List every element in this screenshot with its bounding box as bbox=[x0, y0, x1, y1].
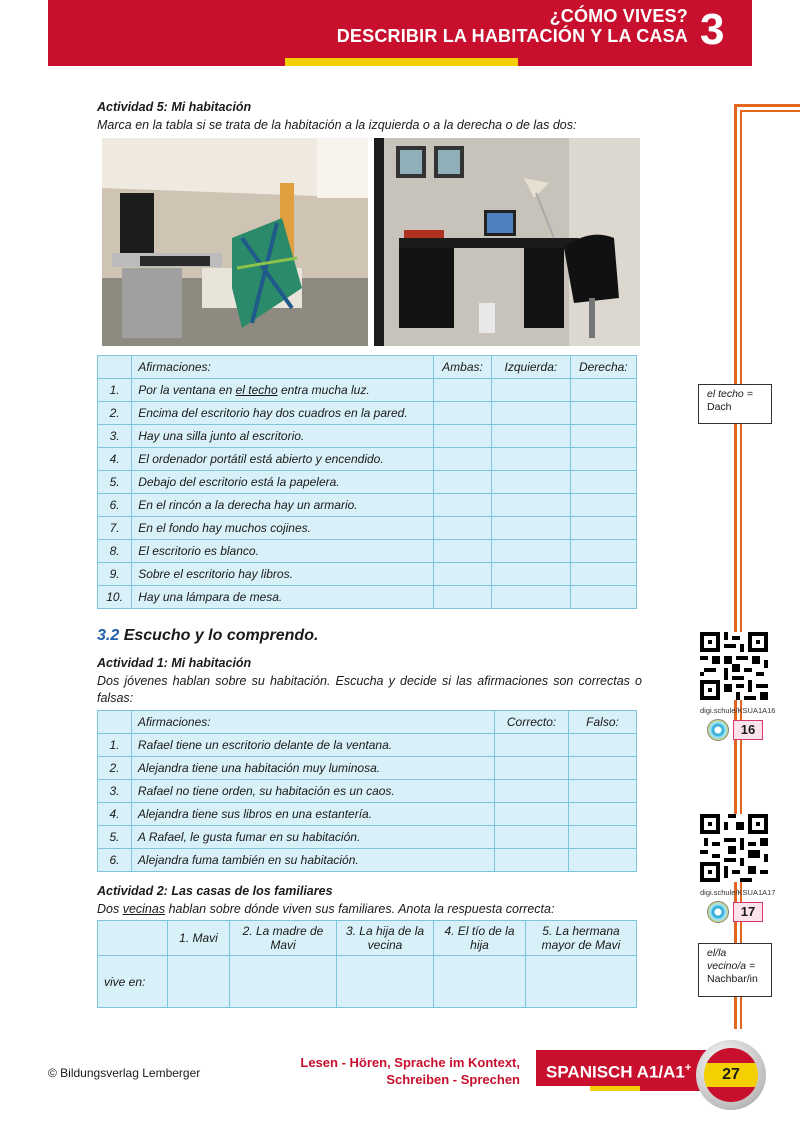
skills-line2: Schreiben - Sprechen bbox=[386, 1072, 520, 1087]
answer-cell-mavi-mother[interactable] bbox=[230, 956, 337, 1008]
chapter-number: 3 bbox=[700, 5, 725, 54]
row-statement: Alejandra fuma también en su habitación. bbox=[131, 849, 494, 872]
row-number: 4. bbox=[98, 448, 132, 471]
table-row bbox=[98, 379, 637, 402]
table-row bbox=[98, 517, 637, 540]
table-row bbox=[98, 448, 637, 471]
row-statement: Alejandra tiene sus libros en una estantería. bbox=[131, 803, 494, 826]
answer-cell-correct[interactable] bbox=[495, 803, 569, 826]
row-statement: Alejandra tiene una habitación muy luminosa. bbox=[131, 757, 494, 780]
answer-cell-both[interactable] bbox=[433, 586, 491, 609]
answer-cell-right[interactable] bbox=[570, 402, 636, 425]
table-row bbox=[98, 586, 637, 609]
answer-cell-right[interactable] bbox=[570, 425, 636, 448]
answer-cell-left[interactable] bbox=[492, 586, 570, 609]
table-row bbox=[98, 826, 637, 849]
instruction-text-end: hablan sobre dónde viven sus familiares. Anota la respuesta correcta: bbox=[165, 902, 555, 916]
table-row bbox=[98, 494, 637, 517]
table-row bbox=[98, 471, 637, 494]
qr-code-label[interactable]: digi.schule/KSUA1A16 bbox=[700, 706, 776, 715]
row-statement: En el fondo hay muchos cojines. bbox=[132, 517, 434, 540]
answer-cell-both[interactable] bbox=[433, 540, 491, 563]
answer-cell-both[interactable] bbox=[433, 448, 491, 471]
copyright: © Bildungsverlag Lemberger bbox=[48, 1066, 201, 1080]
vocab-note-techo bbox=[698, 384, 772, 424]
row-statement: Debajo del escritorio está la papelera. bbox=[132, 471, 434, 494]
answer-cell-right[interactable] bbox=[570, 540, 636, 563]
header-cell-empty bbox=[98, 921, 168, 956]
row-number: 7. bbox=[98, 517, 132, 540]
photo-right-office-room bbox=[374, 138, 640, 346]
chapter-title-line2: DESCRIBIR LA HABITACIÓN Y LA CASA bbox=[336, 26, 688, 46]
header-cell-number bbox=[98, 711, 132, 734]
table-header-row bbox=[98, 356, 637, 379]
table-header-row bbox=[98, 921, 637, 956]
header-cell-correct: Correcto: bbox=[495, 711, 569, 734]
answer-cell-left[interactable] bbox=[492, 517, 570, 540]
table-row bbox=[98, 849, 637, 872]
activity2-table bbox=[97, 920, 637, 1008]
answer-cell-right[interactable] bbox=[570, 586, 636, 609]
table-row bbox=[98, 780, 637, 803]
page-number-badge bbox=[696, 1040, 766, 1110]
row-number: 3. bbox=[98, 425, 132, 448]
answer-cell-left[interactable] bbox=[492, 402, 570, 425]
header-cell-mavi-mother: 2. La madre de Mavi bbox=[230, 921, 337, 956]
row-statement: Rafael no tiene orden, su habitación es un caos. bbox=[131, 780, 494, 803]
right-border-top-inner bbox=[740, 110, 800, 112]
activity5-title: Actividad 5: Mi habitación bbox=[97, 100, 252, 114]
answer-cell-right[interactable] bbox=[570, 379, 636, 402]
qr-code-label[interactable]: digi.schule/KSUA1A17 bbox=[700, 888, 776, 897]
row-number: 9. bbox=[98, 563, 132, 586]
header-cell-mavi-older-sister: 5. La hermana mayor de Mavi bbox=[526, 921, 637, 956]
section-heading bbox=[97, 627, 318, 645]
answer-cell-right[interactable] bbox=[570, 494, 636, 517]
chapter-title bbox=[337, 6, 688, 46]
answer-cell-left[interactable] bbox=[492, 448, 570, 471]
table-row bbox=[98, 803, 637, 826]
row-statement: Hay una lámpara de mesa. bbox=[132, 586, 434, 609]
header-cell-number bbox=[98, 356, 132, 379]
skills-line1: Lesen - Hören, Sprache im Kontext, bbox=[300, 1055, 520, 1070]
row-number: 1. bbox=[98, 379, 132, 402]
row-number: 6. bbox=[98, 494, 132, 517]
skills-line bbox=[300, 1054, 520, 1088]
instruction-text: Dos bbox=[97, 902, 123, 916]
answer-cell-mavi-older-sister[interactable] bbox=[526, 956, 637, 1008]
answer-cell-false[interactable] bbox=[569, 734, 637, 757]
table-row bbox=[98, 757, 637, 780]
answer-cell-right[interactable] bbox=[570, 448, 636, 471]
header-cell-neighbor-daughter: 3. La hija de la vecina bbox=[337, 921, 434, 956]
header-cell-false: Falso: bbox=[569, 711, 637, 734]
header-cell-mavi: 1. Mavi bbox=[168, 921, 230, 956]
answer-cell-mavi[interactable] bbox=[168, 956, 230, 1008]
answer-cell-correct[interactable] bbox=[495, 757, 569, 780]
statement-text-end: entra mucha luz. bbox=[277, 383, 370, 397]
row-statement: Rafael tiene un escritorio delante de la ventana. bbox=[131, 734, 494, 757]
row-number: 1. bbox=[98, 734, 132, 757]
answer-cell-both[interactable] bbox=[433, 517, 491, 540]
answer-cell-left[interactable] bbox=[492, 540, 570, 563]
activity2-instruction bbox=[97, 901, 657, 918]
row-statement bbox=[132, 379, 434, 402]
audio-cd-icon[interactable] bbox=[707, 719, 729, 741]
instruction-underlined-term: vecinas bbox=[122, 902, 166, 916]
header-cell-left: Izquierda: bbox=[492, 356, 570, 379]
row-number: 3. bbox=[98, 780, 132, 803]
table-row bbox=[98, 540, 637, 563]
header-cell-right: Derecha: bbox=[570, 356, 636, 379]
activity5-table bbox=[97, 355, 637, 609]
answer-cell-correct[interactable] bbox=[495, 734, 569, 757]
answer-cell-false[interactable] bbox=[569, 849, 637, 872]
header-cell-statements: Afirmaciones: bbox=[132, 356, 434, 379]
row-statement: Hay una silla junto al escritorio. bbox=[132, 425, 434, 448]
answer-cell-right[interactable] bbox=[570, 517, 636, 540]
header-cell-daughter-uncle: 4. El tío de la hija bbox=[434, 921, 526, 956]
photo-left-attic-room bbox=[102, 138, 368, 346]
row-statement: El escritorio es blanco. bbox=[132, 540, 434, 563]
row-number: 5. bbox=[98, 471, 132, 494]
qr-code-icon[interactable] bbox=[700, 814, 768, 882]
table-row bbox=[98, 425, 637, 448]
audio-track-badge[interactable]: 17 bbox=[733, 902, 763, 922]
table-row bbox=[98, 956, 637, 1008]
answer-cell-both[interactable] bbox=[433, 471, 491, 494]
table-row bbox=[98, 734, 637, 757]
answer-cell-correct[interactable] bbox=[495, 780, 569, 803]
answer-cell-false[interactable] bbox=[569, 803, 637, 826]
header-yellow-stripe bbox=[285, 58, 518, 66]
chapter-title-line1: ¿CÓMO VIVES? bbox=[549, 6, 688, 26]
table-header-row bbox=[98, 711, 637, 734]
row-statement: Sobre el escritorio hay libros. bbox=[132, 563, 434, 586]
row-number: 6. bbox=[98, 849, 132, 872]
activity1-instruction: Dos jóvenes hablan sobre su habitación. Escucha y decide si las afirmaciones son correctas o falsas: bbox=[97, 674, 642, 705]
answer-cell-both[interactable] bbox=[433, 402, 491, 425]
answer-cell-right[interactable] bbox=[570, 563, 636, 586]
row-statement: Encima del escritorio hay dos cuadros en la pared. bbox=[132, 402, 434, 425]
row-label-lives-in: vive en: bbox=[98, 956, 168, 1008]
table-row bbox=[98, 402, 637, 425]
row-number: 2. bbox=[98, 757, 132, 780]
activity5-instruction: Marca en la tabla si se trata de la habitación a la izquierda o a la derecha o de las dos: bbox=[97, 118, 577, 132]
row-number: 4. bbox=[98, 803, 132, 826]
row-number: 2. bbox=[98, 402, 132, 425]
brand-text: SPANISCH A1/A1 bbox=[546, 1062, 685, 1082]
answer-cell-left[interactable] bbox=[492, 563, 570, 586]
statement-underlined-term: el techo bbox=[235, 383, 278, 397]
activity1-title: Actividad 1: Mi habitación bbox=[97, 656, 252, 670]
row-number: 10. bbox=[98, 586, 132, 609]
brand-label bbox=[536, 1050, 714, 1086]
row-number: 5. bbox=[98, 826, 132, 849]
right-border-top bbox=[734, 104, 800, 107]
row-statement: A Rafael, le gusta fumar en su habitación. bbox=[131, 826, 494, 849]
activity1-table bbox=[97, 710, 637, 872]
footer-yellow-stripe bbox=[590, 1086, 640, 1091]
answer-cell-both[interactable] bbox=[433, 563, 491, 586]
header-cell-statements: Afirmaciones: bbox=[131, 711, 494, 734]
answer-cell-false[interactable] bbox=[569, 780, 637, 803]
statement-text: Por la ventana en bbox=[138, 383, 236, 397]
answer-cell-correct[interactable] bbox=[495, 826, 569, 849]
answer-cell-both[interactable] bbox=[433, 494, 491, 517]
vocab-term: el techo = bbox=[707, 388, 753, 400]
answer-cell-left[interactable] bbox=[492, 425, 570, 448]
answer-cell-left[interactable] bbox=[492, 494, 570, 517]
qr-code-icon[interactable] bbox=[700, 632, 768, 700]
section-number: 3.2 bbox=[97, 627, 120, 644]
vocab-term: el/la vecino/a = bbox=[707, 947, 756, 972]
answer-cell-left[interactable] bbox=[492, 379, 570, 402]
answer-cell-false[interactable] bbox=[569, 826, 637, 849]
section-title: Escucho y lo comprendo. bbox=[123, 627, 319, 644]
audio-cd-icon[interactable] bbox=[707, 901, 729, 923]
vocab-note-vecino bbox=[698, 943, 772, 997]
answer-cell-left[interactable] bbox=[492, 471, 570, 494]
audio-track-badge[interactable]: 16 bbox=[733, 720, 763, 740]
brand-superscript: + bbox=[684, 1062, 692, 1074]
answer-cell-both[interactable] bbox=[433, 425, 491, 448]
activity2-title: Actividad 2: Las casas de los familiares bbox=[97, 884, 333, 898]
answer-cell-both[interactable] bbox=[433, 379, 491, 402]
row-number: 8. bbox=[98, 540, 132, 563]
header-cell-both: Ambas: bbox=[433, 356, 491, 379]
answer-cell-right[interactable] bbox=[570, 471, 636, 494]
table-row bbox=[98, 563, 637, 586]
row-statement: El ordenador portátil está abierto y encendido. bbox=[132, 448, 434, 471]
row-statement: En el rincón a la derecha hay un armario. bbox=[132, 494, 434, 517]
answer-cell-daughter-uncle[interactable] bbox=[434, 956, 526, 1008]
page-number: 27 bbox=[704, 1048, 758, 1102]
answer-cell-correct[interactable] bbox=[495, 849, 569, 872]
vocab-definition: Nachbar/in bbox=[707, 973, 758, 985]
answer-cell-false[interactable] bbox=[569, 757, 637, 780]
answer-cell-neighbor-daughter[interactable] bbox=[337, 956, 434, 1008]
vocab-definition: Dach bbox=[707, 401, 732, 413]
